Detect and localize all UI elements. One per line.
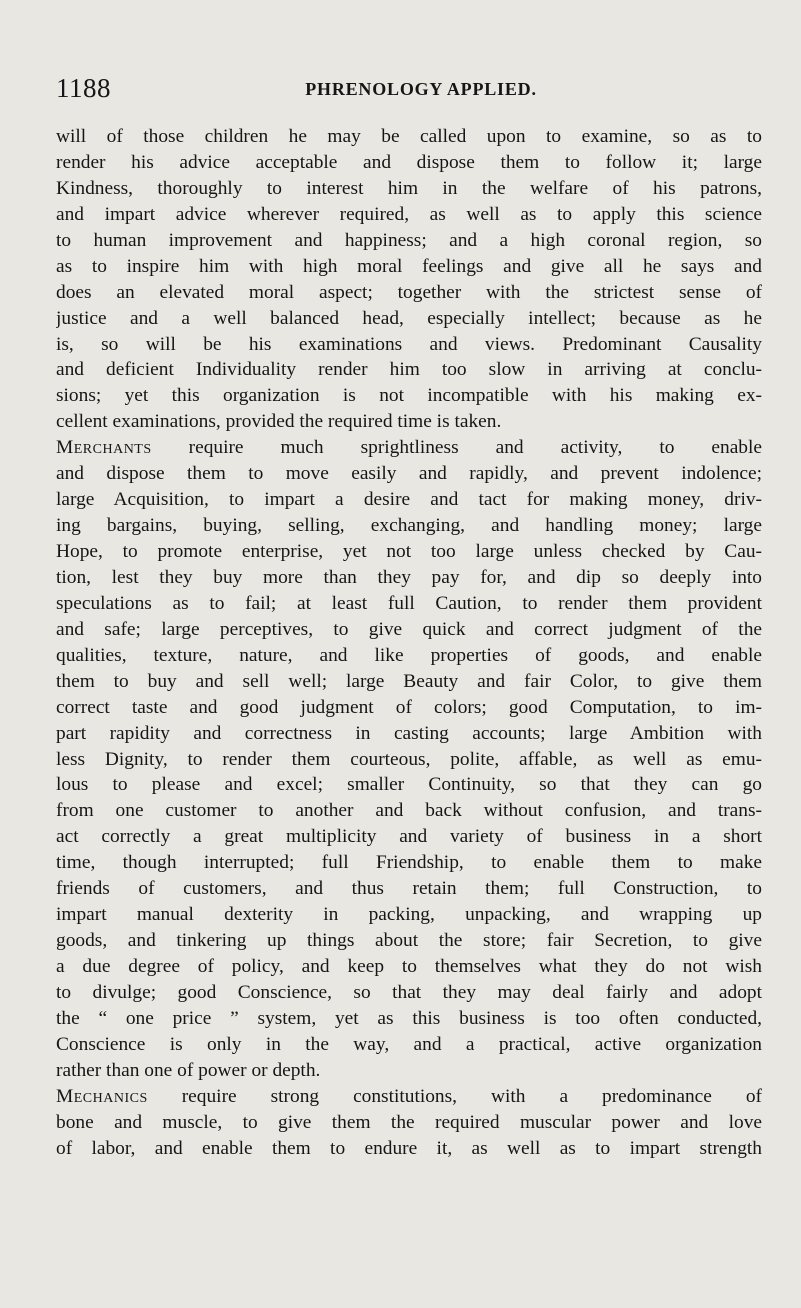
line-text: correct taste and good judgment of colors; good Computation, to im-	[56, 696, 762, 718]
section-lead-term: Mechanics	[56, 1085, 148, 1107]
line-text: require much sprightliness and activity, to enable	[151, 437, 762, 459]
text-line	[56, 1032, 762, 1058]
text-line	[56, 254, 762, 280]
text-line	[56, 539, 762, 565]
page-number: 1188	[56, 73, 111, 103]
line-text: bone and muscle, to give them the required muscular power and love	[56, 1111, 762, 1133]
line-text: and impart advice wherever required, as well as to apply this science	[56, 203, 762, 225]
line-text: does an elevated moral aspect; together with the strictest sense of	[56, 281, 762, 303]
line-text: the “ one price ” system, yet as this business is too often conducted,	[56, 1007, 762, 1029]
text-line	[56, 383, 762, 409]
line-text: less Dignity, to render them courteous, polite, affable, as well as emu-	[56, 748, 762, 770]
text-line	[56, 461, 762, 487]
line-text: will of those children he may be called upon to examine, so as to	[56, 126, 762, 147]
text-line	[56, 695, 762, 721]
line-text: from one customer to another and back without confusion, and trans-	[56, 800, 762, 822]
text-line	[56, 643, 762, 669]
text-line	[56, 928, 762, 954]
text-line	[56, 202, 762, 228]
line-text: tion, lest they buy more than they pay for, and dip so deeply into	[56, 566, 762, 588]
line-text: qualities, texture, nature, and like properties of goods, and enable	[56, 644, 762, 666]
line-text: a due degree of policy, and keep to themselves what they do not wish	[56, 956, 762, 977]
text-line	[56, 1058, 762, 1084]
line-text: rather than one of power or depth.	[56, 1059, 321, 1081]
text-line	[56, 306, 762, 332]
line-text: and safe; large perceptives, to give quick and correct judgment of the	[56, 618, 762, 640]
line-text: friends of customers, and thus retain them; full Construction, to	[56, 878, 762, 900]
text-line	[56, 876, 762, 902]
text-line	[56, 1136, 762, 1162]
text-line	[56, 669, 762, 695]
text-line	[56, 280, 762, 306]
text-line	[56, 954, 762, 980]
text-line	[56, 124, 762, 150]
line-text: Hope, to promote enterprise, yet not too large unless checked by Cau-	[56, 541, 762, 562]
line-text: time, though interrupted; full Friendship, to enable them to make	[56, 852, 762, 874]
text-line	[56, 409, 762, 435]
text-line	[56, 228, 762, 254]
text-line	[56, 1084, 762, 1110]
line-text: of labor, and enable them to endure it, as well as to impart strength	[56, 1137, 762, 1159]
line-text: to human improvement and happiness; and a high coronal region, so	[56, 229, 762, 251]
line-text: Kindness, thoroughly to interest him in the welfare of his patrons,	[56, 177, 762, 199]
page-header	[56, 70, 756, 106]
line-text: speculations as to fail; at least full Caution, to render them provident	[56, 592, 762, 614]
line-text: and dispose them to move easily and rapidly, and prevent indolence;	[56, 463, 762, 485]
line-text: and deficient Individuality render him too slow in arriving at conclu-	[56, 359, 762, 381]
text-line	[56, 513, 762, 539]
text-line	[56, 850, 762, 876]
line-text: act correctly a great multiplicity and variety of business in a short	[56, 826, 762, 848]
text-line	[56, 1006, 762, 1032]
line-text: large Acquisition, to impart a desire and tact for making money, driv-	[56, 489, 762, 511]
body-text	[56, 124, 762, 1162]
line-text: impart manual dexterity in packing, unpacking, and wrapping up	[56, 904, 762, 926]
text-line	[56, 150, 762, 176]
line-text: Conscience is only in the way, and a practical, active organization	[56, 1033, 762, 1055]
text-line	[56, 1110, 762, 1136]
text-line	[56, 591, 762, 617]
line-text: require strong constitutions, with a predominance of	[147, 1085, 762, 1107]
text-line	[56, 824, 762, 850]
line-text: goods, and tinkering up things about the store; fair Secretion, to give	[56, 930, 762, 952]
line-text: lous to please and excel; smaller Continuity, so that they can go	[56, 774, 762, 796]
line-text: them to buy and sell well; large Beauty and fair Color, to give them	[56, 670, 762, 692]
text-line	[56, 798, 762, 824]
line-text: sions; yet this organization is not incompatible with his making ex-	[56, 385, 762, 407]
text-line	[56, 721, 762, 747]
line-text: to divulge; good Conscience, so that they may deal fairly and adopt	[56, 981, 762, 1003]
text-line	[56, 902, 762, 928]
line-text: is, so will be his examinations and views. Predominant Causality	[56, 333, 762, 355]
text-line	[56, 980, 762, 1006]
section-lead-term: Merchants	[56, 437, 152, 459]
line-text: as to inspire him with high moral feelings and give all he says and	[56, 255, 762, 277]
text-line	[56, 772, 762, 798]
text-line	[56, 617, 762, 643]
line-text: ing bargains, buying, selling, exchanging, and handling money; large	[56, 515, 762, 537]
text-line	[56, 176, 762, 202]
line-text: justice and a well balanced head, especially intellect; because as he	[56, 307, 762, 329]
text-line	[56, 487, 762, 513]
line-text: cellent examinations, provided the required time is taken.	[56, 411, 502, 433]
text-line	[56, 357, 762, 383]
text-line	[56, 747, 762, 773]
text-line	[56, 565, 762, 591]
line-text: render his advice acceptable and dispose them to follow it; large	[56, 151, 762, 173]
line-text: part rapidity and correctness in casting accounts; large Ambition with	[56, 722, 762, 744]
text-line	[56, 332, 762, 358]
text-line	[56, 435, 762, 461]
running-title: PHRENOLOGY APPLIED.	[305, 79, 537, 99]
